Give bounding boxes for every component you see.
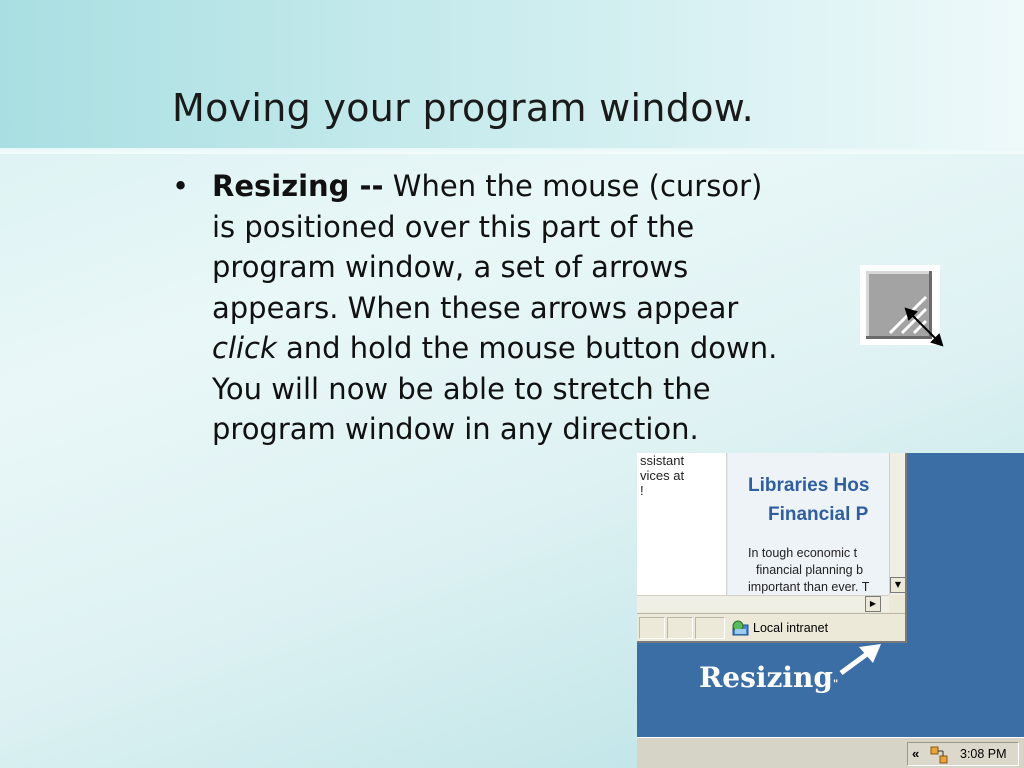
left-pane-line: vices at (640, 468, 685, 483)
bullet-text (212, 166, 782, 450)
page-body (748, 545, 889, 595)
globe-icon (732, 620, 749, 637)
page-body-line: In tough economic t (748, 546, 858, 560)
header-divider (0, 148, 1024, 154)
browser-window (637, 453, 907, 643)
scroll-right-button[interactable]: ▶ (865, 596, 881, 612)
page-heading-line: Libraries Hos (748, 475, 870, 496)
slide-title: Moving your program window. (172, 86, 755, 130)
status-bar (637, 613, 905, 641)
left-pane-line: ssistant (640, 453, 685, 468)
tray-clock[interactable]: 3:08 PM (960, 747, 1007, 761)
status-cell (695, 617, 725, 639)
bullet-text-part2: and hold the mouse button down. You will now be able to stretch the program window in any direction. (212, 331, 778, 446)
page-heading (748, 471, 889, 529)
tray-expand-chevron[interactable]: « (912, 746, 920, 761)
resize-grip-arrow-icon (860, 265, 944, 347)
page-body-line: financial planning b (756, 563, 864, 577)
pointer-arrow-icon (837, 643, 883, 677)
horizontal-scrollbar[interactable] (637, 595, 889, 612)
page-heading-line: Financial P (768, 504, 869, 525)
vertical-scrollbar[interactable] (889, 453, 905, 595)
page-body-line: important than ever. T (748, 580, 870, 594)
scroll-down-button[interactable]: ▼ (890, 577, 906, 593)
screenshot-inset (637, 453, 1024, 768)
content-pane (728, 453, 889, 595)
caption-text: Resizing (699, 661, 833, 694)
resizing-caption (699, 661, 838, 694)
status-cell (667, 617, 693, 639)
caption-mark: " (832, 679, 839, 690)
system-tray (907, 742, 1019, 766)
bullet-marker: • (172, 169, 190, 203)
left-pane-line: ! (640, 483, 644, 498)
status-zone-text: Local intranet (753, 621, 829, 635)
taskbar (637, 737, 1024, 768)
bullet-text-part1: When the mouse (cursor) is positioned over this part of the program window, a set of arrows appears. When these arrows appear (212, 169, 763, 325)
status-cell (639, 617, 665, 639)
bullet-italic-click: click (212, 331, 277, 365)
left-pane (637, 453, 727, 595)
bullet-bold-lead: Resizing -- (212, 169, 384, 203)
network-icon[interactable] (930, 746, 948, 764)
